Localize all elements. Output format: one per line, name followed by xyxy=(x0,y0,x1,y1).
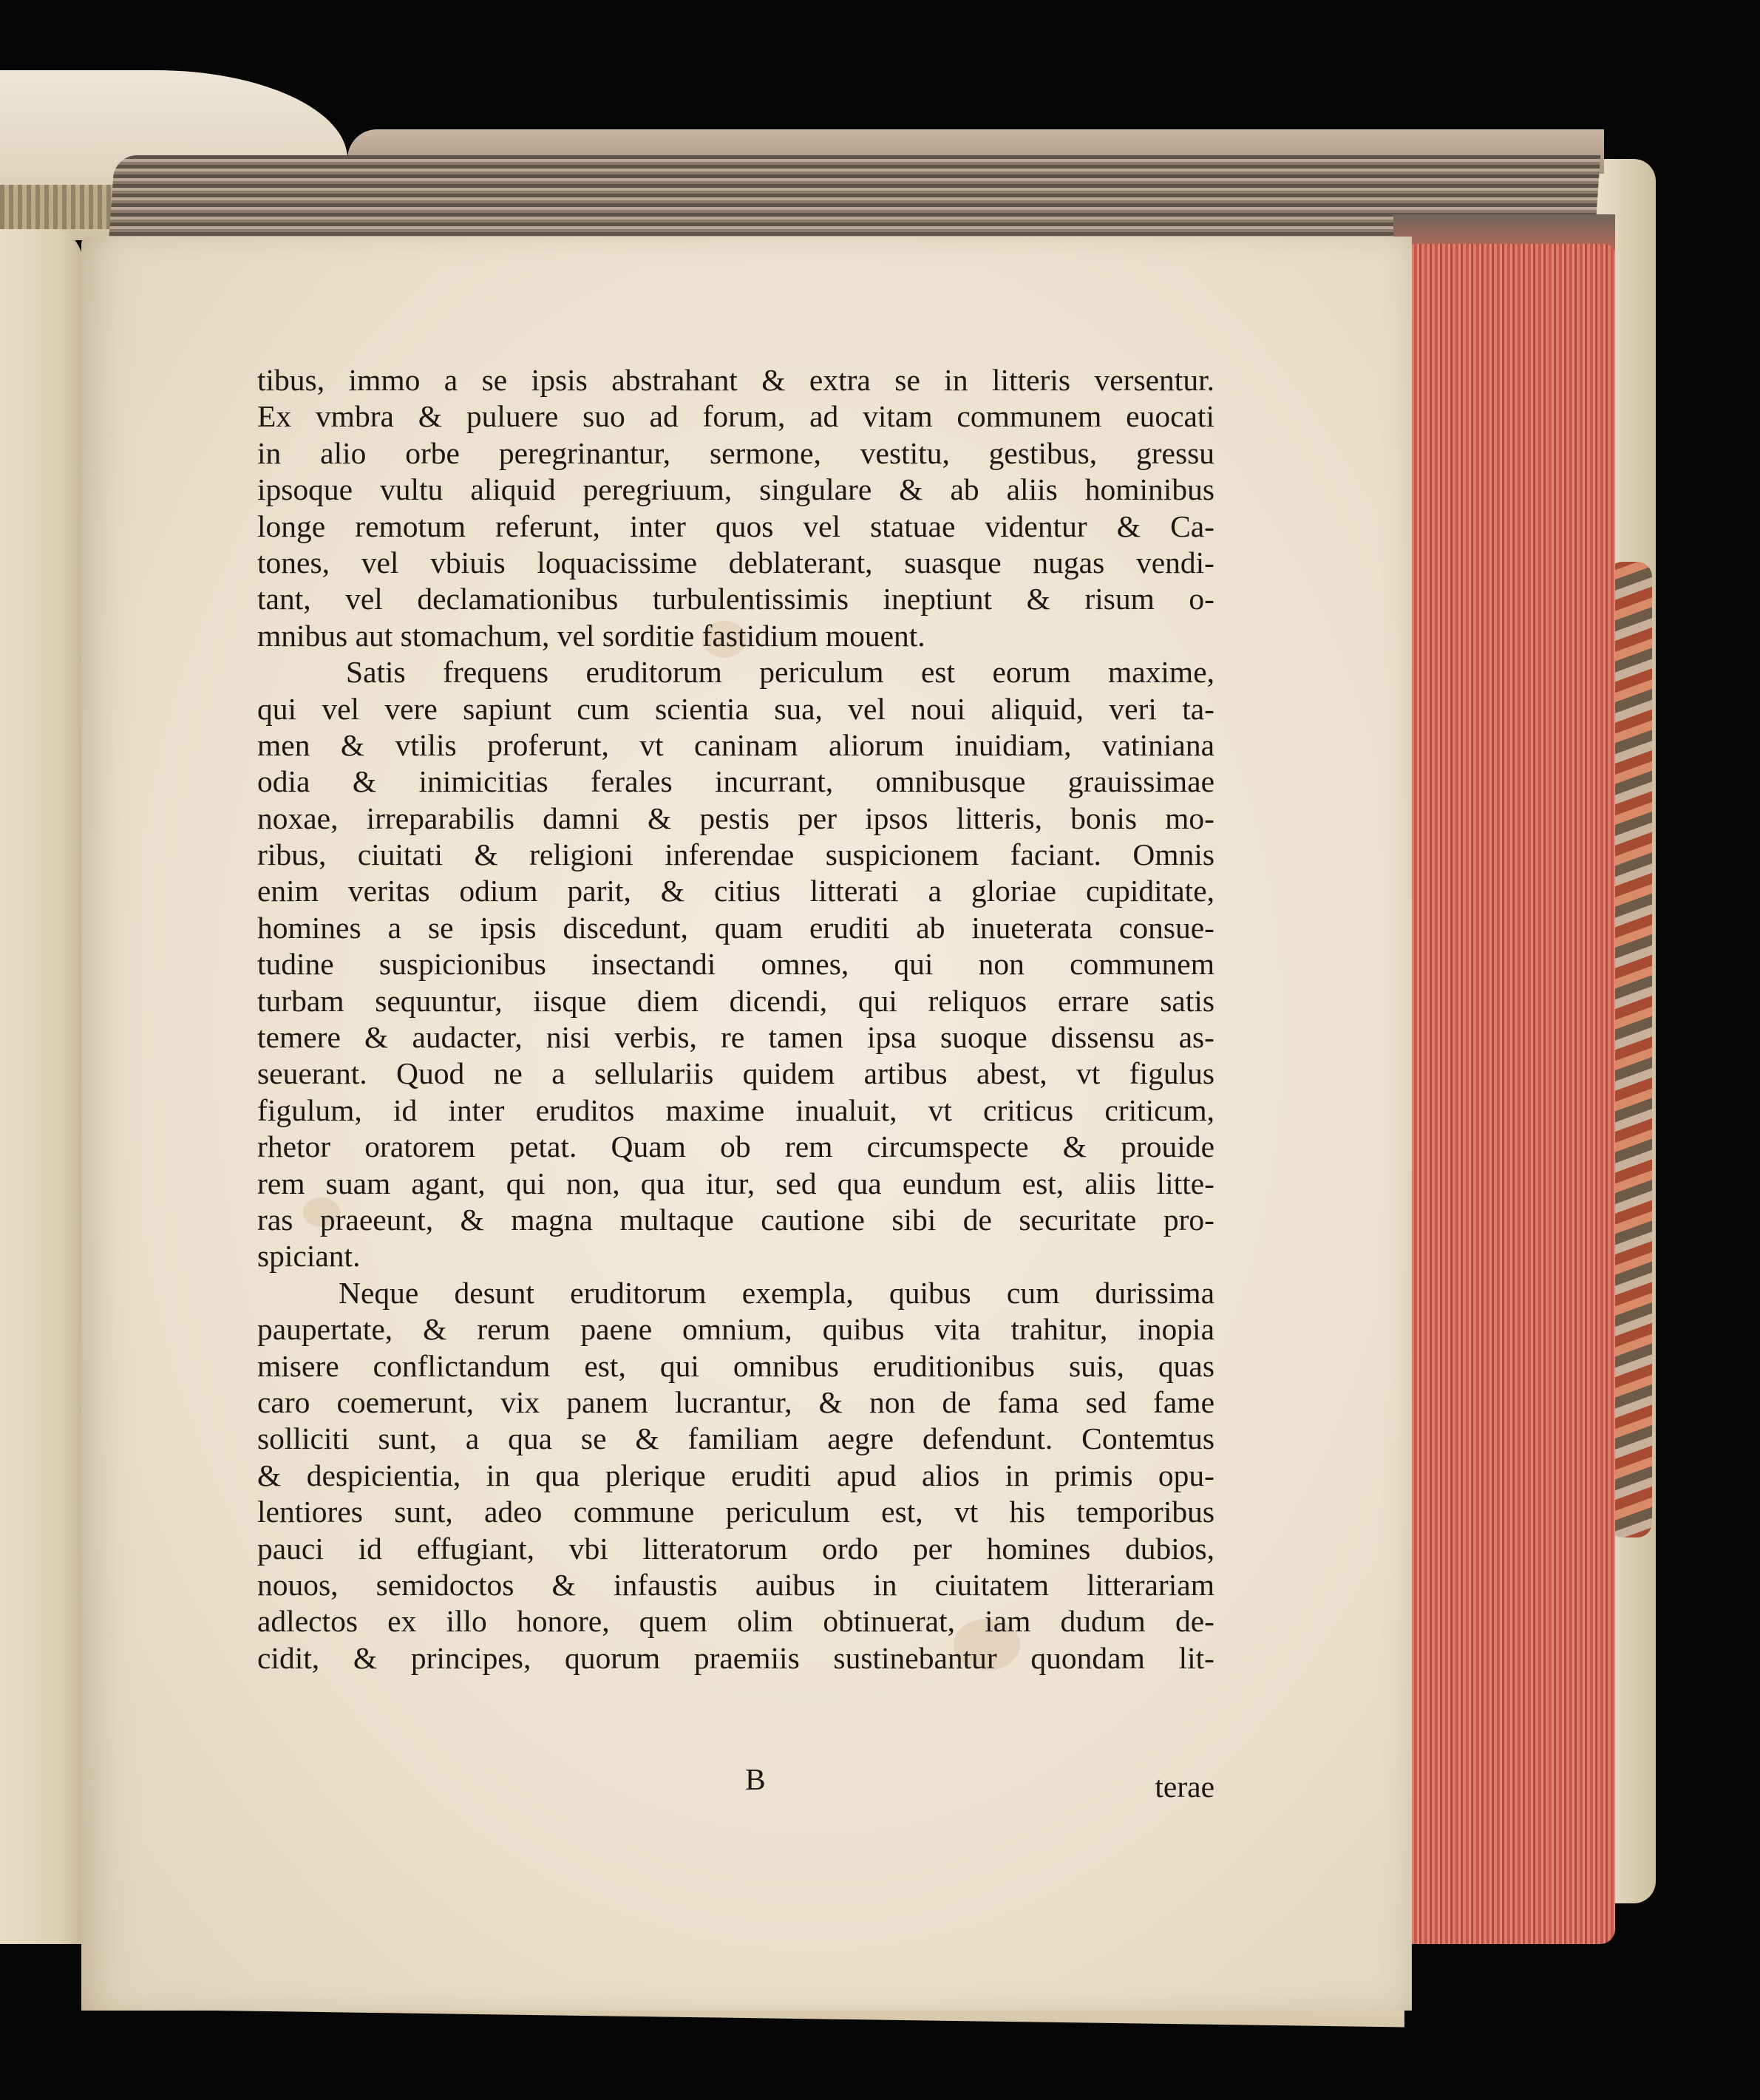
text-line: noxae, irreparabilis damni & pestis per ipsos litteris, bonis mo- xyxy=(257,801,1214,835)
text-line: homines a se ipsis discedunt, quam eruditi ab inueterata consue- xyxy=(257,910,1214,945)
text-line: mnibus aut stomachum, vel sorditie fastidium mouent. xyxy=(257,618,925,653)
text-line: figulum, id inter eruditos maxime inualuit, vt criticus criticum, xyxy=(257,1093,1214,1127)
text-line: turbam sequuntur, iisque diem dicendi, qui reliquos errare satis xyxy=(257,983,1214,1018)
text-line: adlectos ex illo honore, quem olim obtinuerat, iam dudum de- xyxy=(257,1604,1214,1639)
text-line: & despicientia, in qua plerique eruditi apud alios in primis opu- xyxy=(257,1458,1214,1492)
text-line: longe remotum referunt, inter quos vel statuae videntur & Ca- xyxy=(257,509,1214,543)
text-line: paupertate, & rerum paene omnium, quibus vita trahitur, inopia xyxy=(257,1312,1214,1347)
signature-mark: B xyxy=(745,1762,766,1796)
text-line: misere conflictandum est, qui omnibus eruditionibus suis, quas xyxy=(257,1348,1214,1383)
text-line: tudine suspicionibus insectandi omnes, qui non communem xyxy=(257,947,1214,982)
text-line: Satis frequens eruditorum periculum est eorum maxime, xyxy=(346,655,1214,690)
catchword: terae xyxy=(1155,1770,1214,1804)
left-page xyxy=(0,229,85,1944)
text-line: cidit, & principes, quorum praemiis sustinebantur quondam lit- xyxy=(257,1640,1214,1675)
text-line: Ex vmbra & puluere suo ad forum, ad vitam communem euocati xyxy=(257,399,1214,434)
text-line: nouos, semidoctos & infaustis auibus in ciuitatem litterariam xyxy=(257,1567,1214,1602)
text-line: caro coemerunt, vix panem lucrantur, & non de fama sed fame xyxy=(257,1384,1214,1419)
text-line: ipsoque vultu aliquid peregriuum, singulare & ab aliis hominibus xyxy=(257,472,1214,507)
text-line: lentiores sunt, adeo commune periculum est, vt his temporibus xyxy=(257,1495,1214,1529)
page-footer xyxy=(257,1761,1214,1804)
red-fore-edge xyxy=(1393,244,1615,1944)
text-line: tones, vel vbiuis loquacissime deblaterant, suasque nugas vendi- xyxy=(257,545,1214,580)
text-line: in alio orbe peregrinantur, sermone, vestitu, gestibus, gressu xyxy=(257,435,1214,470)
text-line: temere & audacter, nisi verbis, re tamen ipsa suoque dissensu as- xyxy=(257,1020,1214,1055)
text-line: seuerant. Quod ne a sellulariis quidem artibus abest, vt figulus xyxy=(257,1056,1214,1091)
text-line: rhetor oratorem petat. Quam ob rem circumspecte & prouide xyxy=(257,1129,1214,1164)
text-line: rem suam agant, qui non, qua itur, sed qua eundum est, aliis litte- xyxy=(257,1166,1214,1200)
text-line: Neque desunt eruditorum exempla, quibus cum durissima xyxy=(339,1275,1214,1310)
text-line: spiciant. xyxy=(257,1239,361,1274)
text-line: tant, vel declamationibus turbulentissimis ineptiunt & risum o- xyxy=(257,582,1214,616)
text-line: pauci id effugiant, vbi litteratorum ordo per homines dubios, xyxy=(257,1531,1214,1566)
text-line: qui vel vere sapiunt cum scientia sua, vel noui aliquid, veri ta- xyxy=(257,691,1214,726)
text-line: men & vtilis proferunt, vt caninam aliorum inuidiam, vatiniana xyxy=(257,727,1214,762)
text-line: ras praeeunt, & magna multaque cautione sibi de securitate pro- xyxy=(257,1202,1214,1237)
text-line: odia & inimicitias ferales incurrant, omnibusque grauissimae xyxy=(257,764,1214,799)
text-line: ribus, ciuitati & religioni inferendae suspicionem faciant. Omnis xyxy=(257,837,1214,872)
text-line: enim veritas odium parit, & citius litterati a gloriae cupiditate, xyxy=(257,874,1214,908)
text-line: solliciti sunt, a qua se & familiam aegre defendunt. Contemtus xyxy=(257,1421,1214,1456)
text-line: tibus, immo a se ipsis abstrahant & extra se in litteris versentur. xyxy=(257,363,1214,397)
page-text-block xyxy=(257,362,1214,1676)
